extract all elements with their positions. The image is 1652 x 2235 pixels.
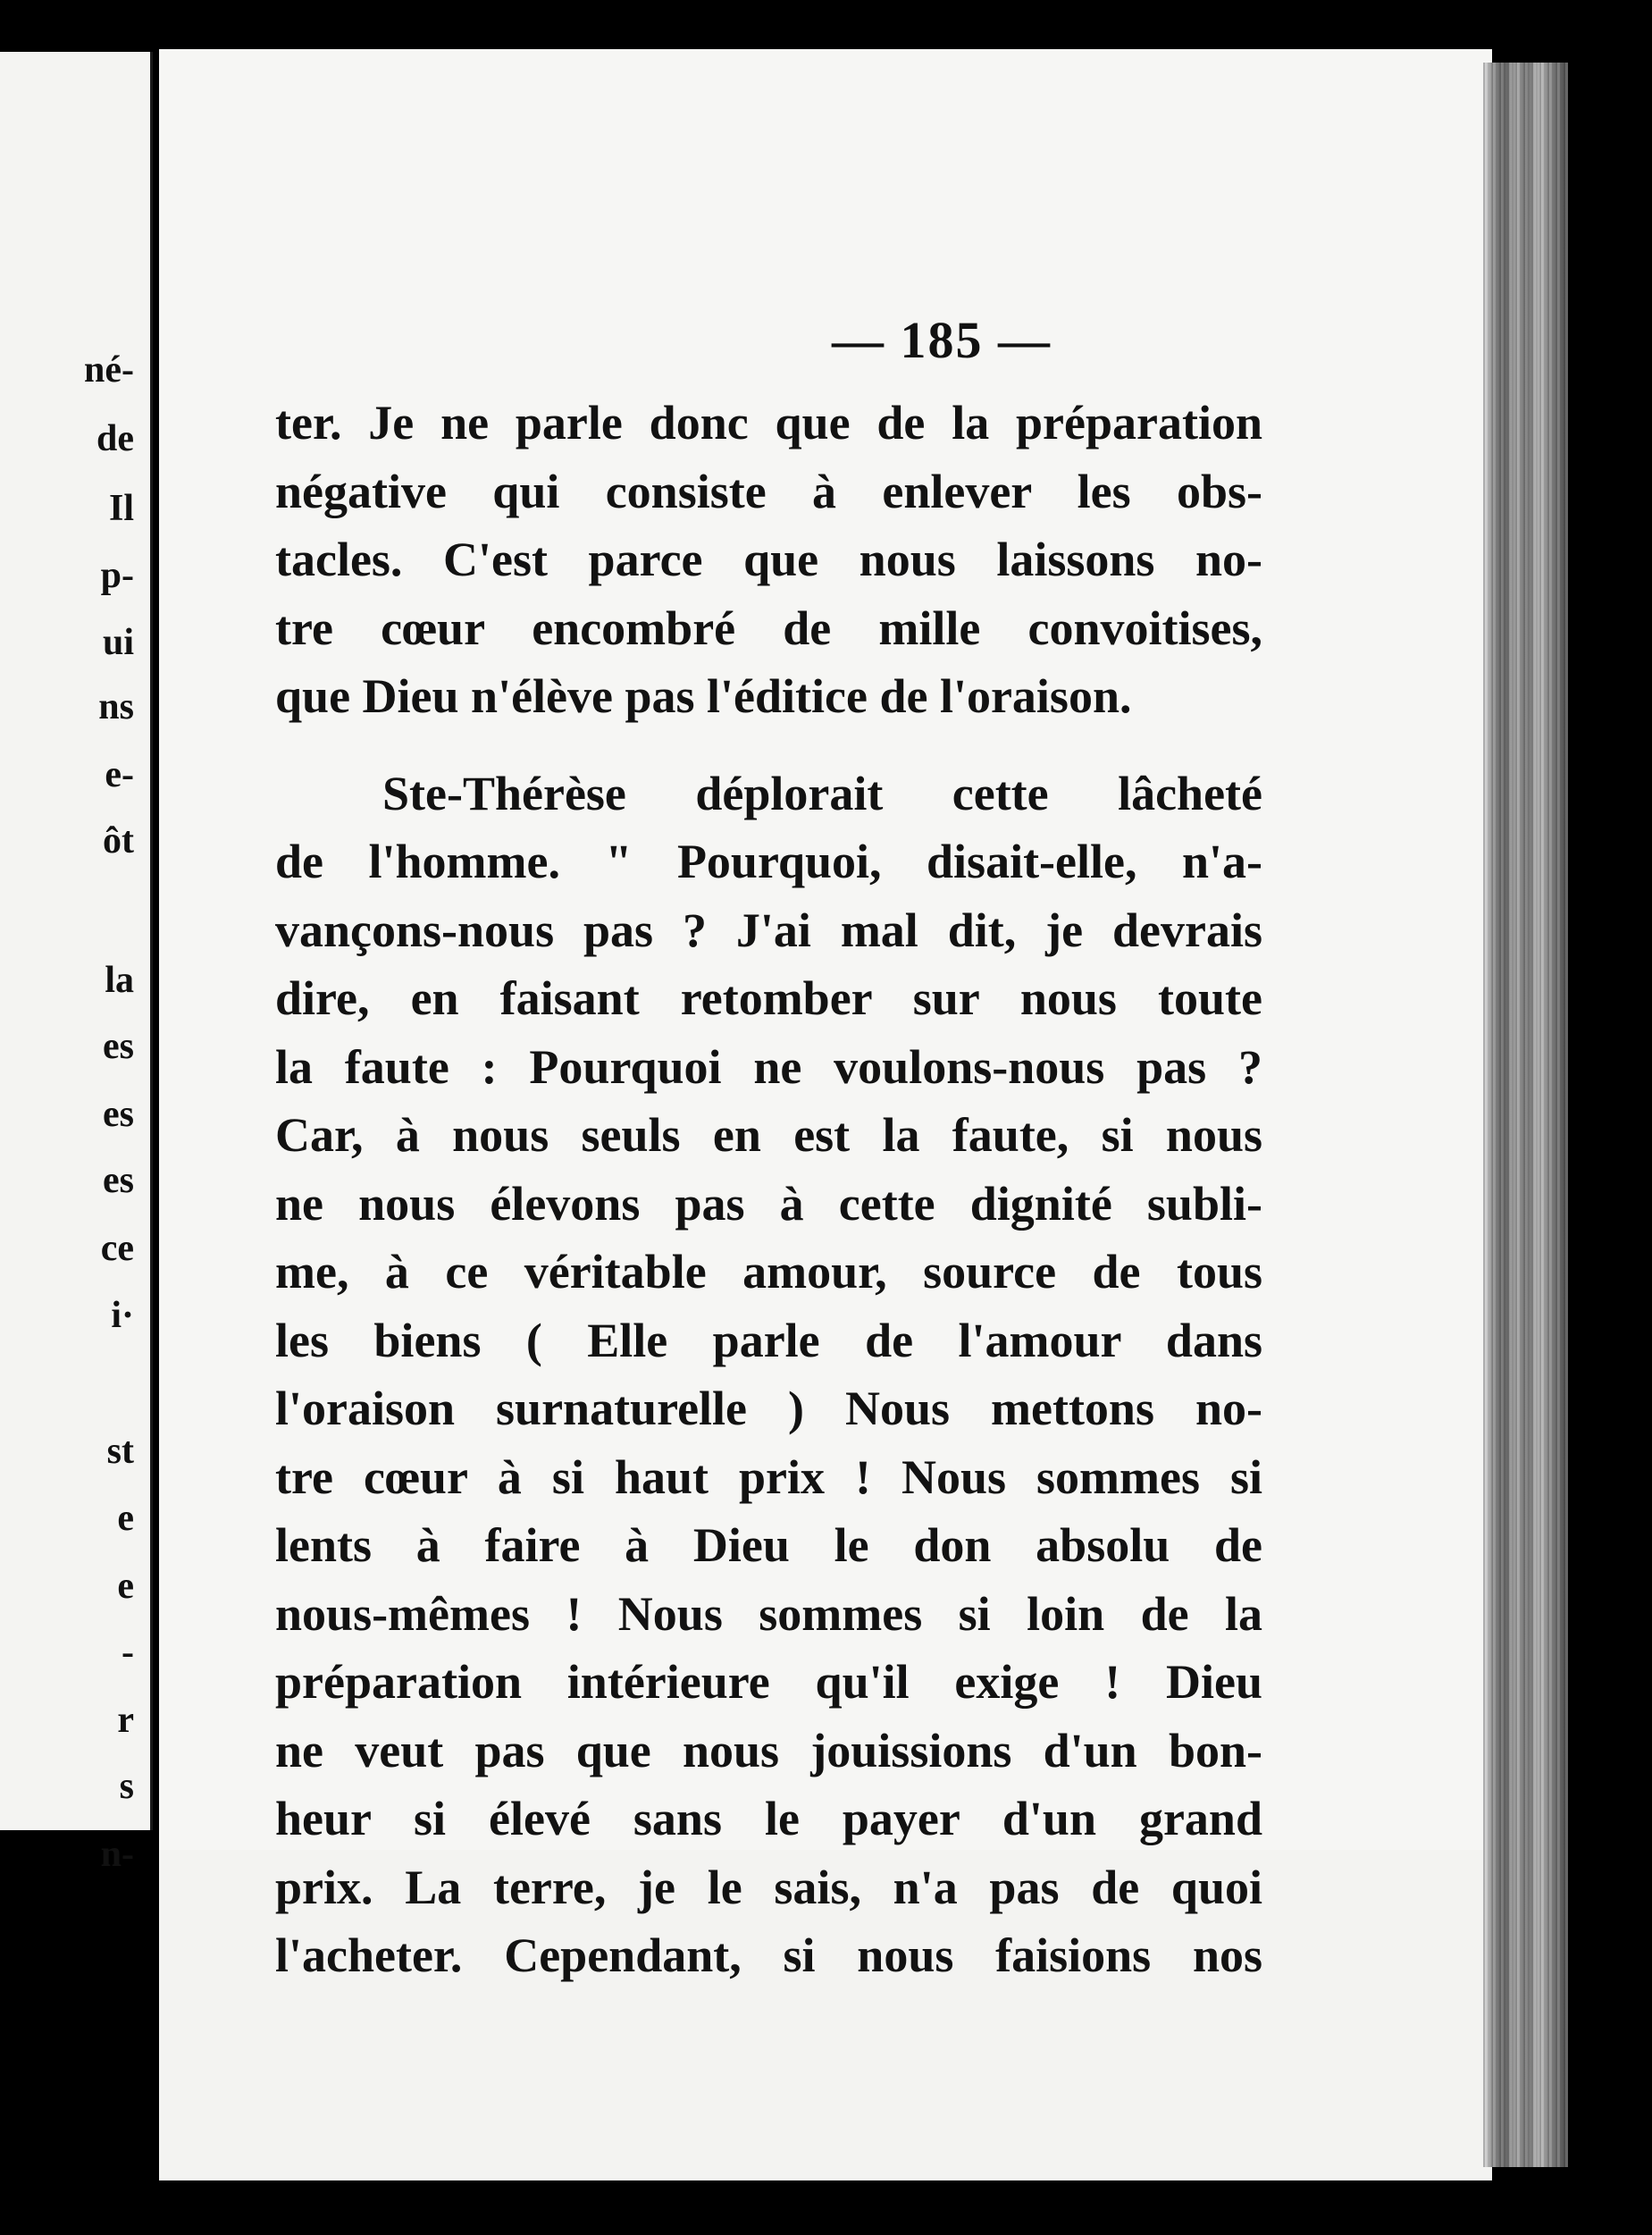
facing-line: la	[105, 960, 134, 1001]
facing-line: né-	[84, 349, 134, 391]
text-line: nous-mêmes ! Nous sommes si loin de la	[275, 1586, 1262, 1641]
facing-line: de	[96, 418, 134, 459]
text-line: dire, en faisant retomber sur nous toute	[275, 971, 1262, 1025]
text-line: vançons-nous pas ? J'ai mal dit, je devrais	[275, 903, 1262, 957]
text-line: la faute : Pourquoi ne voulons-nous pas ?	[275, 1039, 1262, 1094]
text-line: négative qui consiste à enlever les obs-	[275, 464, 1262, 518]
text-line: tacles. C'est parce que nous laissons no-	[275, 533, 1262, 586]
facing-line: r	[117, 1700, 134, 1741]
text-line: ne nous élevons pas à cette dignité subli-	[275, 1176, 1262, 1231]
text-line: ne veut pas que nous jouissions d'un bon-	[275, 1723, 1262, 1777]
paragraph	[275, 389, 1262, 731]
facing-line: es	[103, 1160, 134, 1201]
facing-page-fragment	[0, 52, 153, 1875]
text-line: l'oraison surnaturelle ) Nous mettons no-	[275, 1382, 1262, 1435]
page-text	[275, 389, 1262, 1990]
facing-line: es	[103, 1094, 134, 1135]
text-line: ter. Je ne parle donc que de la préparation	[275, 396, 1262, 450]
text-line: prix. La terre, je le sais, n'a pas de quoi	[275, 1860, 1262, 1914]
facing-line: ui	[102, 622, 134, 663]
text-line: Car, à nous seuls en est la faute, si nous	[275, 1108, 1262, 1162]
facing-line: ce	[100, 1228, 134, 1269]
facing-line: n-	[100, 1834, 134, 1875]
facing-line: p-	[100, 555, 134, 596]
text-line: préparation intérieure qu'il exige ! Dieu	[275, 1655, 1262, 1709]
facing-line: i·	[111, 1295, 134, 1336]
text-line: que Dieu n'élève pas l'éditice de l'oraison.	[275, 669, 1132, 723]
facing-line: e	[117, 1498, 134, 1539]
facing-line: e	[117, 1566, 134, 1607]
facing-line: s	[119, 1766, 134, 1807]
text-line: de l'homme. " Pourquoi, disait-elle, n'a-	[275, 835, 1262, 888]
text-line: heur si élevé sans le payer d'un grand	[275, 1792, 1262, 1845]
facing-line: st	[106, 1431, 134, 1472]
facing-line: ns	[98, 686, 134, 727]
text-line: tre cœur encombré de mille convoitises,	[275, 601, 1262, 655]
text-line: les biens ( Elle parle de l'amour dans	[275, 1313, 1262, 1367]
facing-line: -	[122, 1632, 134, 1673]
page-number: — 185 —	[832, 311, 1052, 369]
text-line: Ste-Thérèse déplorait cette lâcheté	[382, 766, 1262, 820]
facing-line: es	[103, 1026, 134, 1067]
facing-line: e-	[105, 754, 134, 795]
book-page	[159, 49, 1492, 1982]
text-line: tre cœur à si haut prix ! Nous sommes si	[275, 1449, 1262, 1504]
facing-line: ôt	[103, 820, 134, 861]
paragraph-gap	[275, 731, 1262, 760]
page-edge-texture	[1483, 63, 1568, 2167]
facing-line: Il	[108, 488, 134, 529]
text-line: l'acheter. Cependant, si nous faisions nos	[275, 1928, 1262, 1982]
text-line: me, à ce véritable amour, source de tous	[275, 1245, 1262, 1298]
text-line: lents à faire à Dieu le don absolu de	[275, 1518, 1262, 1572]
paragraph	[275, 760, 1262, 1990]
